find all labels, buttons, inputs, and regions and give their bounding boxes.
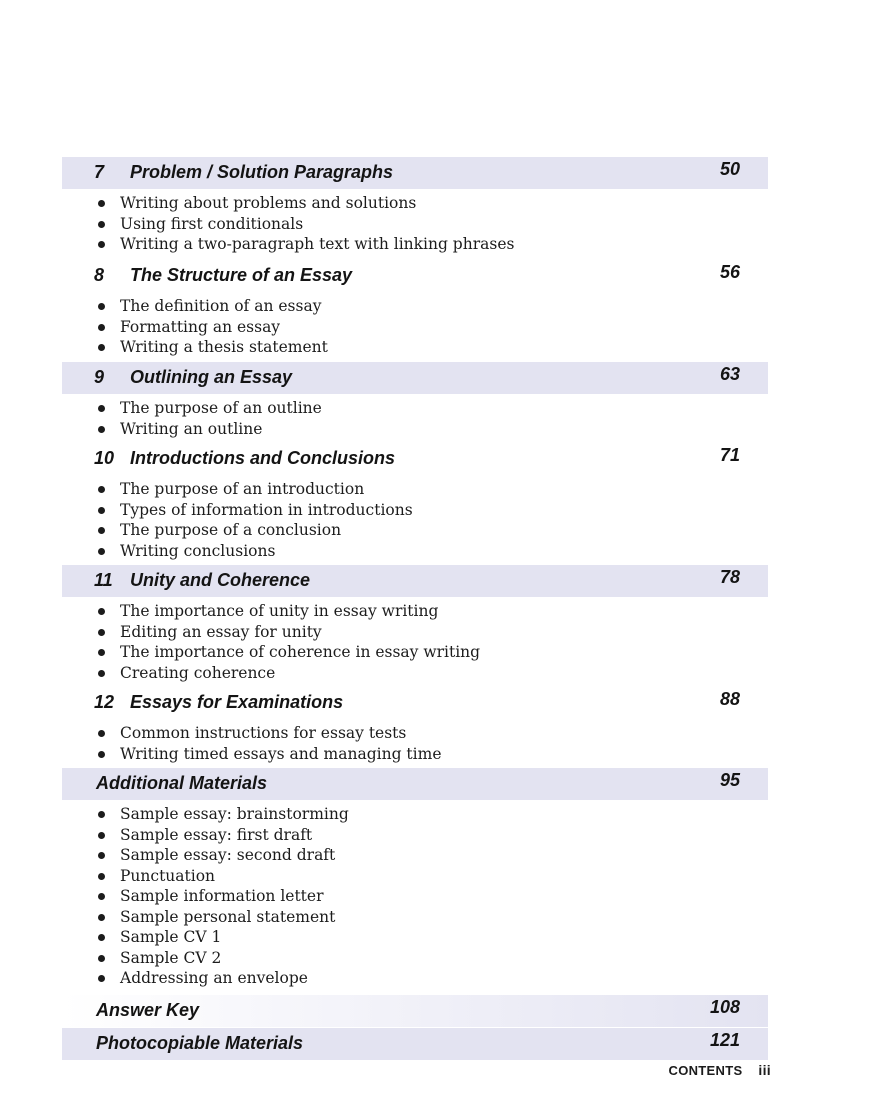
topic-item: The purpose of a conclusion <box>96 520 413 541</box>
footer-page-number: iii <box>758 1062 771 1078</box>
topic-item: Common instructions for essay tests <box>96 723 442 744</box>
topic-item: The importance of unity in essay writing <box>96 601 480 622</box>
section-number: 9 <box>94 367 105 387</box>
topic-item: Sample essay: second draft <box>96 845 349 866</box>
additional-materials-topics <box>96 804 349 989</box>
topic-item: Writing an outline <box>96 419 322 440</box>
topic-item: Writing timed essays and managing time <box>96 744 442 765</box>
topic-item: Sample personal statement <box>96 907 349 928</box>
section-page-number: 56 <box>719 262 740 282</box>
section-7-topics <box>96 193 514 255</box>
topic-item: Punctuation <box>96 866 349 887</box>
topic-item: Writing a two-paragraph text with linking phrases <box>96 234 514 255</box>
topic-item: Editing an essay for unity <box>96 622 480 643</box>
section-title: Additional Materials <box>96 773 268 793</box>
section-heading-additional-materials[interactable] <box>62 768 768 800</box>
section-title: Answer Key <box>96 1000 200 1020</box>
topic-item: Sample information letter <box>96 886 349 907</box>
topic-item: The purpose of an introduction <box>96 479 413 500</box>
section-heading-11[interactable] <box>62 565 768 597</box>
section-page-number: 78 <box>719 567 740 587</box>
section-number: 10 <box>94 448 115 468</box>
section-9-topics <box>96 398 322 439</box>
topic-item: Writing about problems and solutions <box>96 193 514 214</box>
topic-item: Sample essay: brainstorming <box>96 804 349 825</box>
topic-item: Creating coherence <box>96 663 480 684</box>
section-title: Photocopiable Materials <box>96 1033 304 1053</box>
section-heading-answer-key[interactable] <box>62 995 768 1027</box>
topic-item: Types of information in introductions <box>96 500 413 521</box>
section-title: Introductions and Conclusions <box>130 448 395 468</box>
topic-item: Writing a thesis statement <box>96 337 328 358</box>
section-heading-10[interactable] <box>62 443 768 475</box>
topic-item: The definition of an essay <box>96 296 328 317</box>
section-title: Essays for Examinations <box>130 692 344 712</box>
section-page-number: 88 <box>719 689 740 709</box>
page-footer <box>669 1062 771 1078</box>
section-page-number: 121 <box>709 1030 740 1050</box>
section-title: The Structure of an Essay <box>130 265 353 285</box>
topic-item: Writing conclusions <box>96 541 413 562</box>
topic-item: Formatting an essay <box>96 317 328 338</box>
section-heading-9[interactable] <box>62 362 768 394</box>
section-12-topics <box>96 723 442 764</box>
topic-item: Sample CV 2 <box>96 948 349 969</box>
section-10-topics <box>96 479 413 561</box>
topic-item: Addressing an envelope <box>96 968 349 989</box>
section-number: 11 <box>94 570 113 590</box>
footer-label: CONTENTS <box>668 1063 743 1078</box>
section-page-number: 71 <box>719 445 740 465</box>
section-title: Problem / Solution Paragraphs <box>130 162 394 182</box>
section-heading-photocopiable-materials[interactable] <box>62 1028 768 1060</box>
section-number: 12 <box>94 692 115 712</box>
section-heading-7[interactable] <box>62 157 768 189</box>
section-8-topics <box>96 296 328 358</box>
section-number: 7 <box>94 162 105 182</box>
topic-item: Using first conditionals <box>96 214 514 235</box>
section-page-number: 108 <box>709 997 740 1017</box>
topic-item: Sample CV 1 <box>96 927 349 948</box>
section-number: 8 <box>94 265 105 285</box>
section-11-topics <box>96 601 480 683</box>
section-title: Outlining an Essay <box>130 367 293 387</box>
section-page-number: 63 <box>719 364 740 384</box>
section-page-number: 50 <box>719 159 740 179</box>
topic-item: The purpose of an outline <box>96 398 322 419</box>
section-heading-12[interactable] <box>62 687 768 719</box>
section-title: Unity and Coherence <box>130 570 311 590</box>
section-page-number: 95 <box>719 770 740 790</box>
section-heading-8[interactable] <box>62 260 768 292</box>
topic-item: Sample essay: first draft <box>96 825 349 846</box>
topic-item: The importance of coherence in essay writing <box>96 642 480 663</box>
